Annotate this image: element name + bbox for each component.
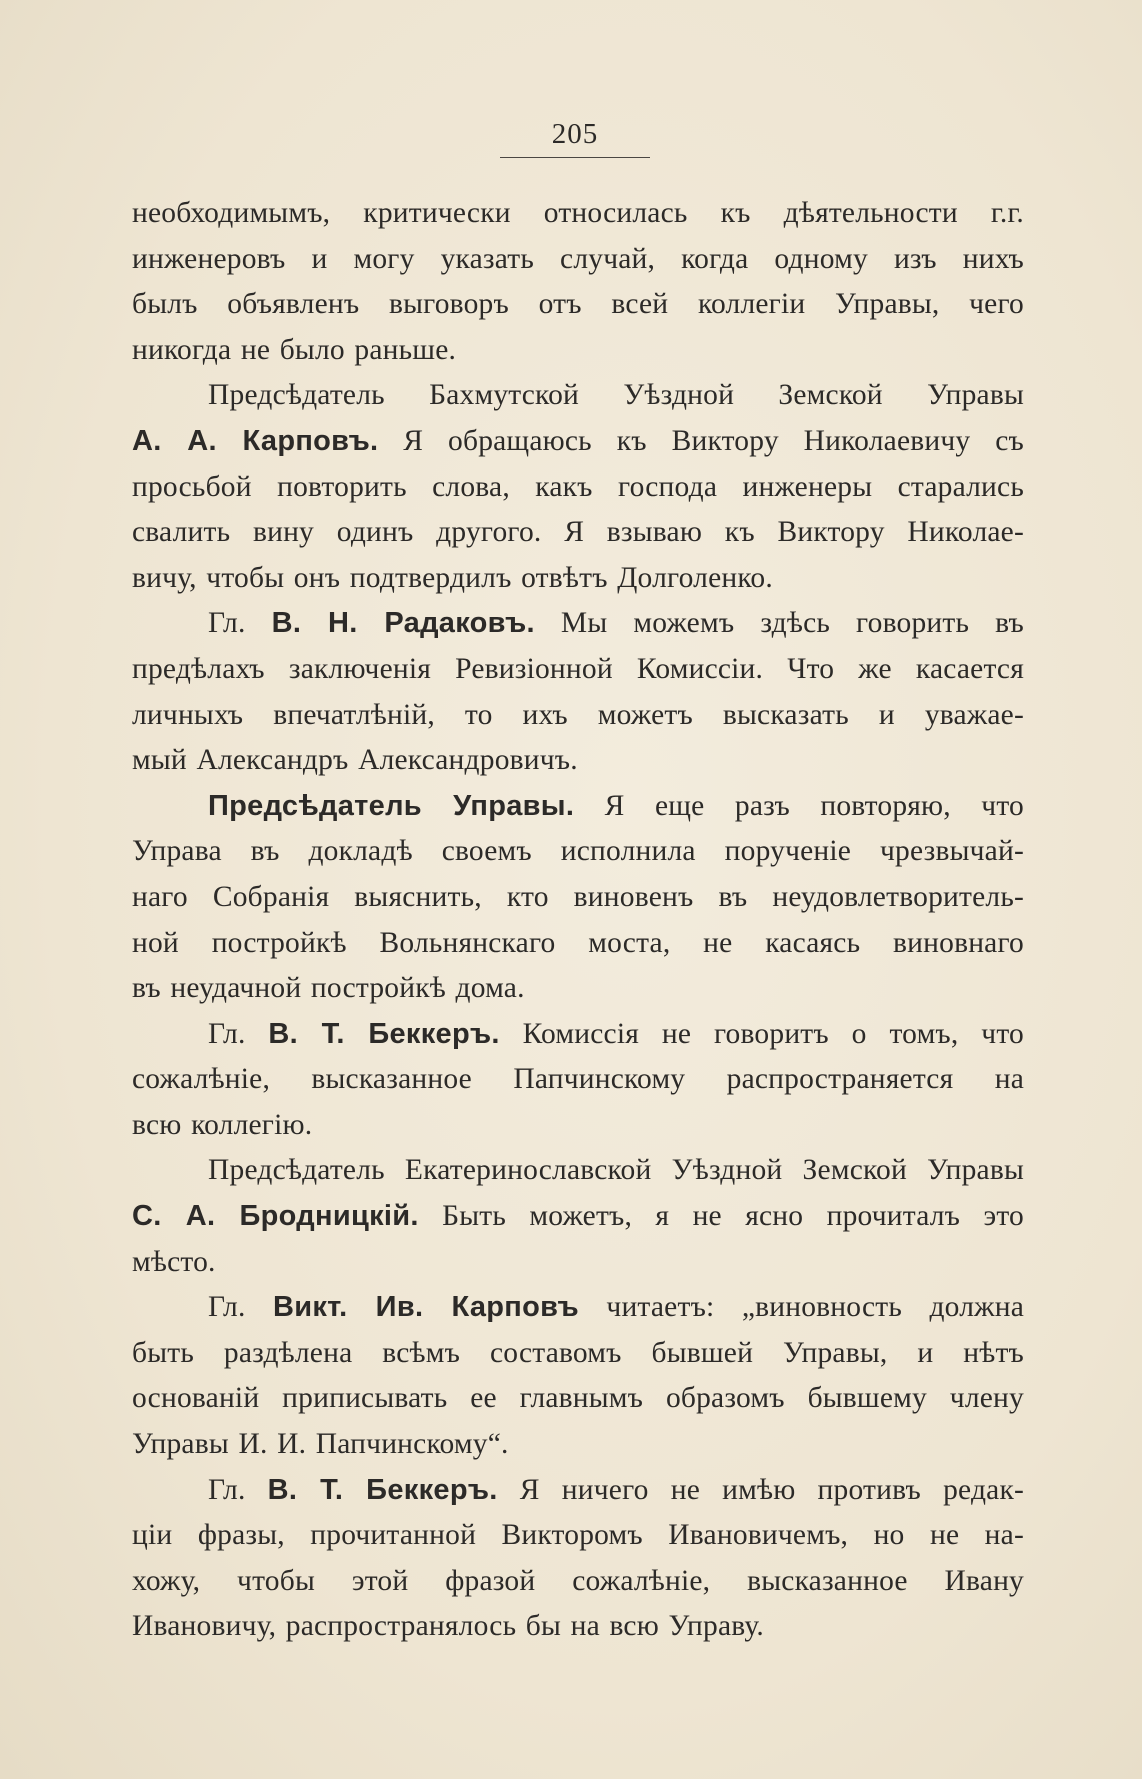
text-line: [132, 1240, 1024, 1286]
text-line: [132, 875, 1024, 921]
text-segment: читаетъ: „виновность должна: [578, 1291, 1025, 1324]
text-segment: Управа въ докладѣ своемъ исполнила порученіе чрезвычай-: [132, 835, 1024, 868]
text-line: [132, 1468, 1024, 1514]
text-line: [132, 1285, 1024, 1331]
text-segment: наго Собранія выяснить, кто виновенъ въ неудовлетворитель-: [132, 880, 1024, 913]
text-line: [132, 738, 1024, 784]
text-segment: Я обращаюсь къ Виктору Николаевичу съ: [378, 424, 1024, 457]
page-number: 205: [551, 118, 599, 150]
text-line: [132, 237, 1024, 283]
text-line: [132, 1148, 1024, 1194]
text-segment: Предсѣдатель Бахмутской Уѣздной Земской Управы: [208, 379, 1024, 412]
text-segment: ціи фразы, прочитанной Викторомъ Ивановичемъ, но не на-: [132, 1519, 1024, 1552]
text-line: [132, 1513, 1024, 1559]
text-segment: основаній приписывать ее главнымъ образомъ бывшему члену: [132, 1382, 1024, 1415]
text-segment: всю коллегію.: [132, 1108, 313, 1141]
text-segment: Я еще разъ повторяю, что: [574, 789, 1024, 822]
body-text: [132, 191, 1024, 1650]
text-segment: личныхъ впечатлѣній, то ихъ можетъ высказать и уважае-: [132, 698, 1024, 731]
header-rule: [500, 157, 650, 158]
text-line: [132, 373, 1024, 419]
text-line: [132, 784, 1024, 830]
text-segment: Я ничего не имѣю противъ редак-: [497, 1473, 1025, 1506]
text-segment: никогда не было раньше.: [132, 333, 457, 366]
text-segment: вичу, чтобы онъ подтвердилъ отвѣтъ Долголенко.: [132, 561, 773, 594]
text-line: [132, 1376, 1024, 1422]
text-segment: Гл.: [208, 1017, 269, 1050]
text-segment: мый Александръ Александровичъ.: [132, 744, 578, 777]
text-line: [132, 465, 1024, 511]
speaker-name: Предсѣдатель Управы.: [208, 789, 575, 822]
text-segment: Ивановичу, распространялось бы на всю Управу.: [132, 1610, 764, 1643]
text-segment: предѣлахъ заключенія Ревизіонной Комиссіи. Что же касается: [132, 652, 1024, 685]
text-segment: ной постройкѣ Вольнянскаго моста, не касаясь виновнаго: [132, 926, 1024, 959]
text-segment: Предсѣдатель Екатеринославской Уѣздной Земской Управы: [208, 1154, 1024, 1187]
text-segment: быть раздѣлена всѣмъ составомъ бывшей Управы, и нѣтъ: [132, 1336, 1024, 1369]
text-line: [132, 191, 1024, 237]
text-line: [132, 647, 1024, 693]
text-line: [132, 921, 1024, 967]
text-line: [132, 328, 1024, 374]
text-line: [132, 556, 1024, 602]
text-line: [132, 419, 1024, 465]
text-line: [132, 693, 1024, 739]
text-line: [132, 282, 1024, 328]
text-line: [132, 1057, 1024, 1103]
speaker-name: Викт. Ив. Карповъ: [272, 1291, 579, 1324]
text-segment: необходимымъ, критически относилась къ дѣятельности г.г.: [132, 197, 1024, 229]
speaker-name: В. Т. Беккеръ.: [267, 1473, 498, 1506]
text-segment: въ неудачной постройкѣ дома.: [132, 972, 525, 1005]
text-segment: свалить вину одинъ другого. Я взываю къ Виктору Николае-: [132, 516, 1024, 549]
text-line: [132, 1559, 1024, 1605]
text-segment: Управы И. И. Папчинскому“.: [132, 1428, 509, 1461]
text-segment: Гл.: [208, 607, 272, 640]
text-segment: хожу, чтобы этой фразой сожалѣніе, высказанное Ивану: [132, 1564, 1024, 1597]
text-segment: Гл.: [208, 1473, 268, 1506]
text-segment: просьбой повторить слова, какъ господа инженеры старались: [132, 470, 1024, 503]
text-line: [132, 1331, 1024, 1377]
text-segment: Гл.: [208, 1291, 273, 1324]
text-line: [132, 966, 1024, 1012]
text-segment: инженеровъ и могу указать случай, когда одному изъ нихъ: [132, 242, 1024, 275]
text-line: [132, 829, 1024, 875]
text-line: [132, 1103, 1024, 1149]
text-line: [132, 510, 1024, 556]
page-header: [500, 117, 650, 158]
speaker-name: С. А. Бродницкій.: [132, 1200, 419, 1233]
text-line: [132, 1194, 1024, 1240]
text-line: [132, 1604, 1024, 1650]
text-segment: Комиссія не говоритъ о томъ, что: [499, 1017, 1024, 1050]
text-segment: Быть можетъ, я не ясно прочиталъ это: [418, 1200, 1024, 1233]
speaker-name: А. А. Карповъ.: [132, 424, 379, 457]
speaker-name: В. Т. Беккеръ.: [268, 1017, 500, 1050]
text-line: [132, 601, 1024, 647]
text-segment: Мы можемъ здѣсь говорить въ: [534, 607, 1025, 640]
speaker-name: В. Н. Радаковъ.: [271, 607, 535, 640]
text-line: [132, 1422, 1024, 1468]
text-segment: мѣсто.: [132, 1245, 216, 1278]
text-line: [132, 1012, 1024, 1058]
text-segment: былъ объявленъ выговоръ отъ всей коллегіи Управы, чего: [132, 288, 1024, 321]
text-segment: сожалѣніе, высказанное Папчинскому распространяется на: [132, 1063, 1024, 1096]
